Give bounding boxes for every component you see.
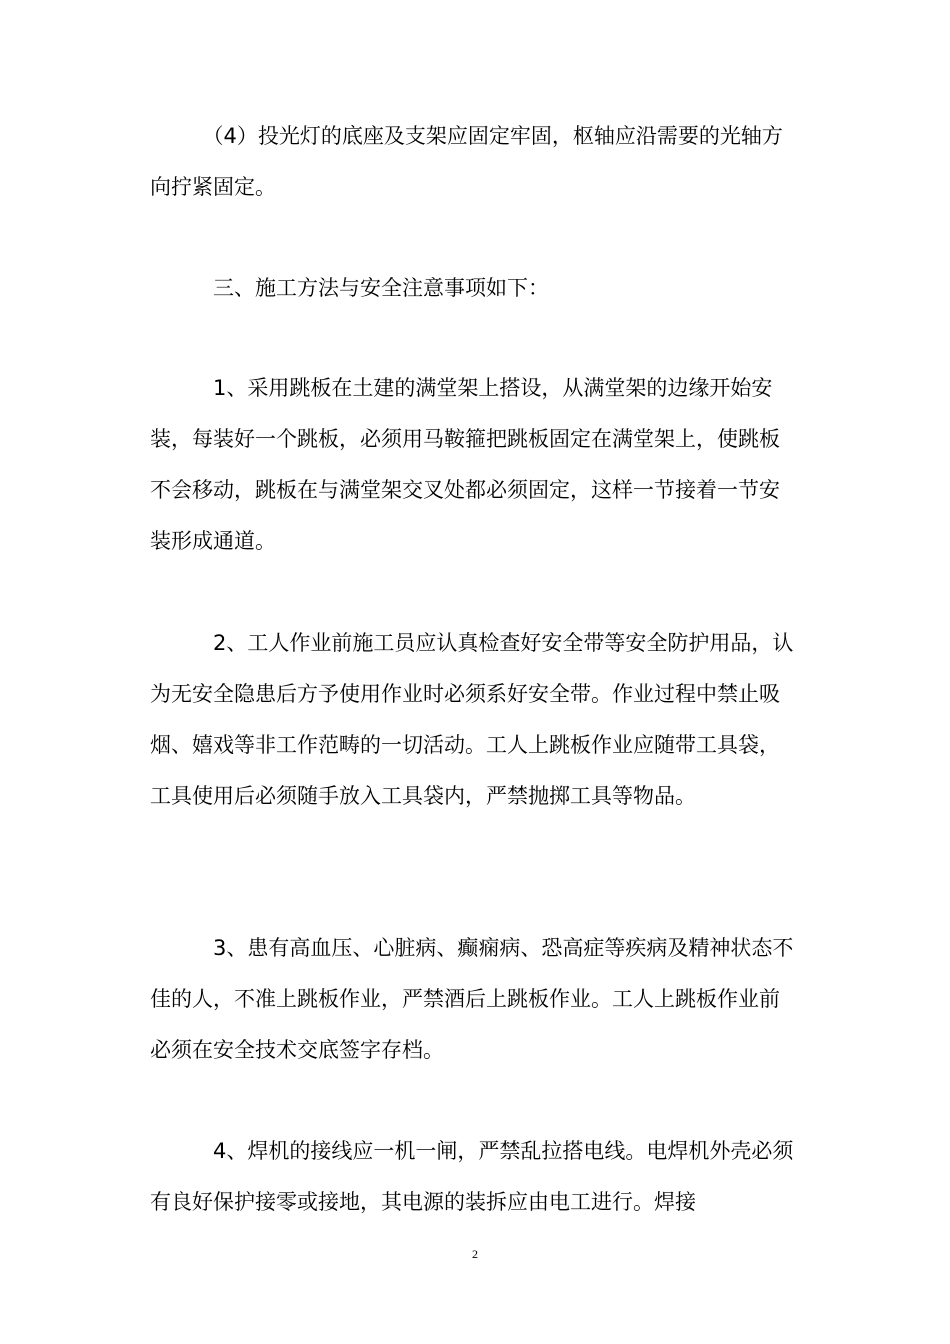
paragraph-item-1: 1、采用跳板在土建的满堂架上搭设，从满堂架的边缘开始安装，每装好一个跳板，必须用马鞍箍把跳板固定在满堂架上，使跳板不会移动，跳板在与满堂架交叉处都必须固定，这样一节接着一节安装形成通道。	[150, 376, 780, 553]
paragraph-item-4: 4、焊机的接线应一机一闸，严禁乱拉搭电线。电焊机外壳必须有良好保护接零或接地，其电源的装拆应由电工进行。焊接	[150, 1139, 794, 1214]
paragraph-floodlight-base: （4）投光灯的底座及支架应固定牢固，枢轴应沿需要的光轴方向拧紧固定。	[150, 124, 783, 199]
paragraph-item-3: 3、患有高血压、心脏病、癫痫病、恐高症等疾病及精神状态不佳的人，不准上跳板作业，严禁酒后上跳板作业。工人上跳板作业前必须在安全技术交底签字存档。	[150, 936, 794, 1062]
paragraph-item-2: 2、工人作业前施工员应认真检查好安全带等安全防护用品，认为无安全隐患后方予使用作业时必须系好安全带。作业过程中禁止吸烟、嬉戏等非工作范畴的一切活动。工人上跳板作业应随带工具袋，工具使用后必须随手放入工具袋内，严禁抛掷工具等物品。	[150, 631, 794, 808]
section-heading-construction-methods: 三、施工方法与安全注意事项如下：	[150, 276, 549, 300]
page-number: 2	[472, 1247, 478, 1261]
